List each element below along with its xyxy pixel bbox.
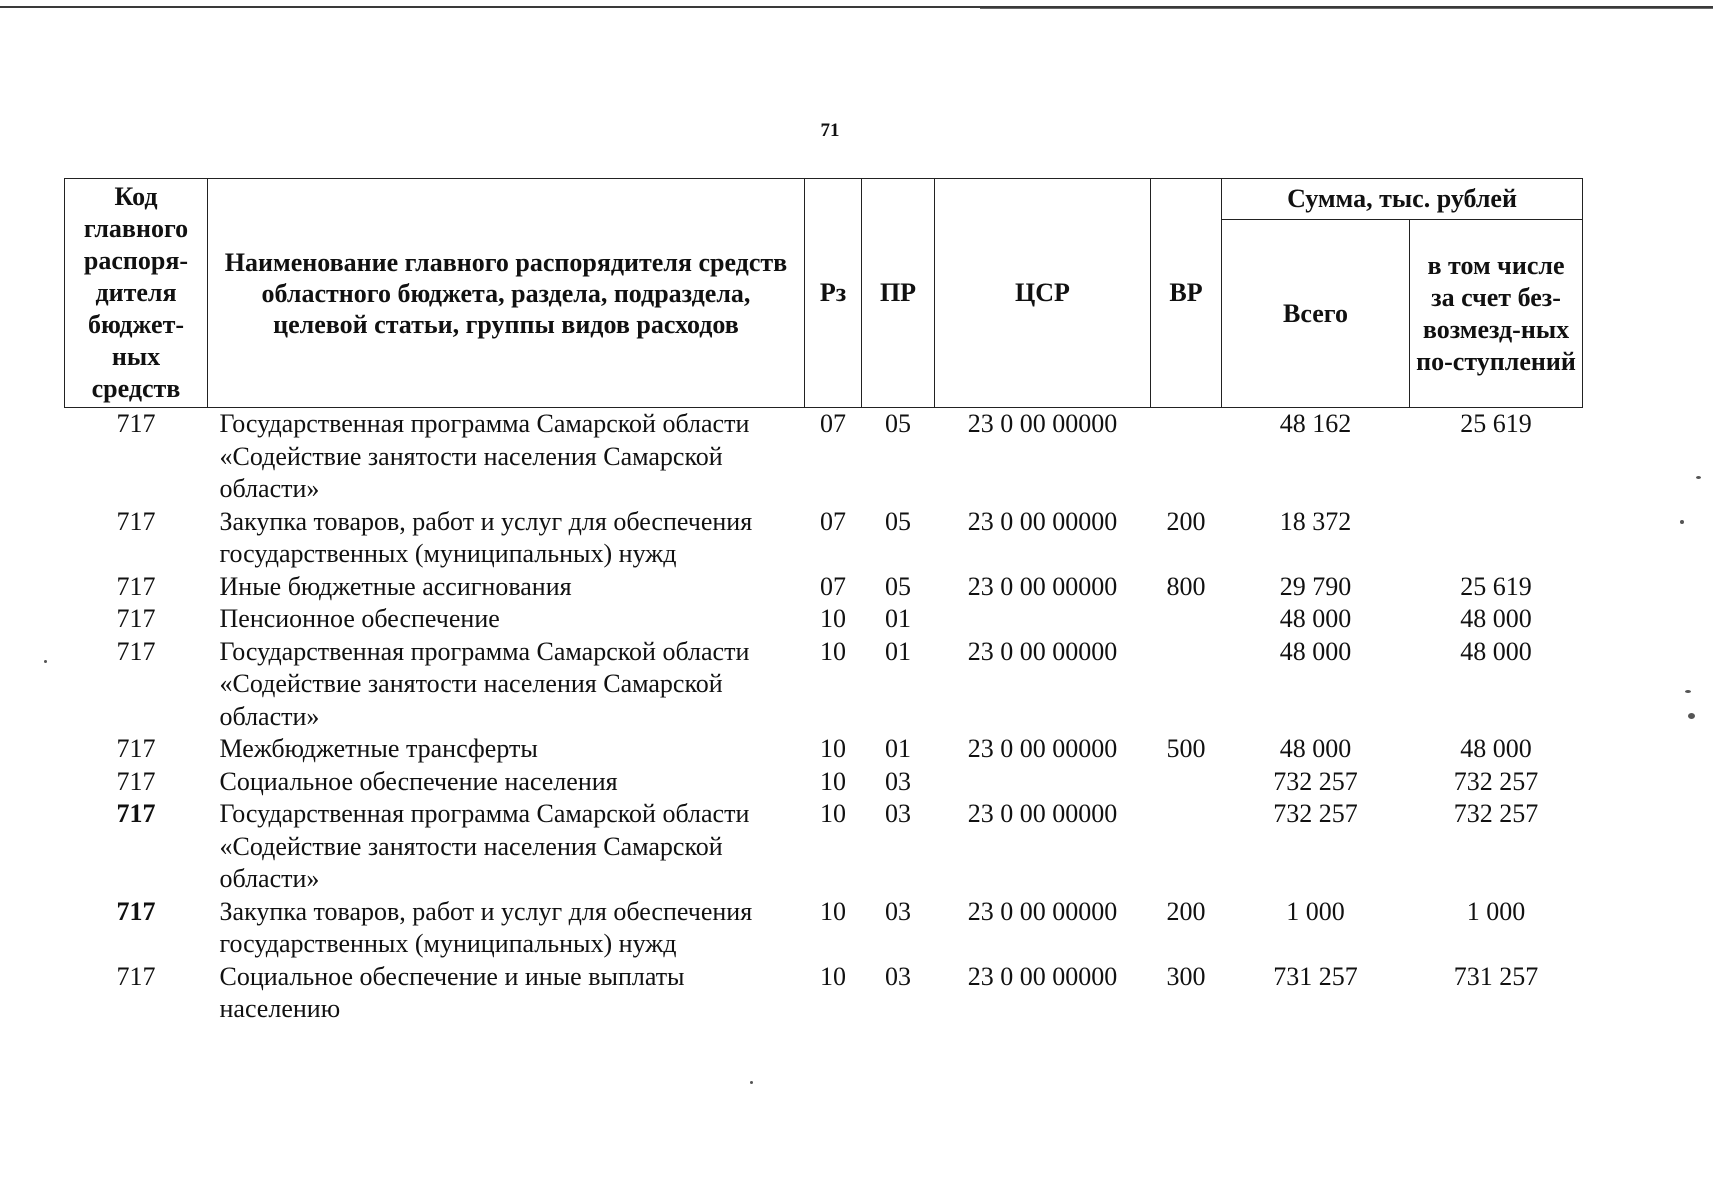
table-body: [65, 408, 1583, 1026]
cell-total: 48 000: [1279, 636, 1352, 666]
cell-csr: [935, 766, 1151, 799]
cell-rz: 10: [820, 799, 846, 828]
cell-csr: 23 0 00 00000: [967, 571, 1118, 601]
cell-free-receipts: 1 000: [1466, 896, 1526, 926]
header-code: Код главного распоря-дителя бюджет-ных средств: [65, 179, 208, 408]
cell-csr: 23 0 00 00000: [967, 799, 1118, 828]
cell-item-name: Государственная программа Самарской области «Содействие занятости населения Самарской области»: [219, 799, 750, 893]
cell-item-name: Социальное обеспечение населения: [219, 766, 618, 796]
cell-item-name: Иные бюджетные ассигнования: [219, 571, 572, 601]
cell-item-name: Социальное обеспечение и иные выплаты населению: [219, 961, 685, 1023]
cell-total: 732 257: [1273, 766, 1358, 796]
cell-vr: 200: [1166, 896, 1206, 926]
budget-allocation-table: [64, 178, 1583, 1026]
header-row-1: [65, 179, 1583, 220]
cell-vr: [1151, 766, 1222, 799]
cell-item-name: Государственная программа Самарской области «Содействие занятости населения Самарской области»: [219, 636, 750, 731]
cell-csr: 23 0 00 00000: [967, 409, 1118, 438]
scan-speck: [750, 1081, 753, 1084]
cell-admin-code: 717: [116, 506, 156, 536]
cell-free-receipts: 48 000: [1460, 734, 1532, 763]
cell-csr: 23 0 00 00000: [967, 961, 1118, 991]
cell-rz: 10: [820, 636, 846, 666]
table-header: [65, 179, 1583, 408]
cell-admin-code: 717: [116, 604, 156, 633]
table-row: [65, 896, 1583, 961]
cell-item-name: Пенсионное обеспечение: [219, 604, 500, 633]
header-total: Всего: [1222, 220, 1410, 408]
cell-pr: 05: [885, 571, 911, 601]
cell-rz: 10: [820, 734, 846, 763]
cell-rz: 07: [820, 506, 846, 536]
cell-pr: 01: [885, 734, 911, 763]
cell-rz: 07: [820, 409, 846, 438]
cell-rz: 10: [820, 766, 846, 796]
cell-total: 48 000: [1279, 734, 1352, 763]
cell-pr: 01: [885, 636, 911, 666]
cell-csr: 23 0 00 00000: [967, 506, 1118, 536]
cell-rz: 10: [820, 896, 846, 926]
cell-vr: 300: [1166, 961, 1206, 991]
page-number: 71: [820, 120, 840, 141]
cell-free-receipts: 731 257: [1453, 961, 1539, 991]
cell-item-name: Закупка товаров, работ и услуг для обеспечения государственных (муниципальных) нужд: [219, 506, 753, 568]
cell-total: 48 000: [1279, 604, 1352, 633]
cell-item-name: Межбюджетные трансферты: [219, 734, 538, 763]
cell-total: 29 790: [1279, 571, 1352, 601]
cell-item-name: Закупка товаров, работ и услуг для обеспечения государственных (муниципальных) нужд: [219, 896, 753, 958]
cell-pr: 03: [885, 961, 911, 991]
header-pr: ПР: [862, 179, 935, 408]
header-vr: ВР: [1151, 179, 1222, 408]
cell-item-name: Государственная программа Самарской области «Содействие занятости населения Самарской области»: [219, 409, 750, 503]
cell-vr: 500: [1166, 734, 1206, 763]
cell-admin-code: 717: [116, 636, 156, 666]
header-csr: ЦСР: [935, 179, 1151, 408]
cell-admin-code: 717: [116, 766, 156, 796]
cell-admin-code: 717: [116, 961, 156, 991]
cell-free-receipts: 48 000: [1460, 604, 1532, 633]
cell-pr: 03: [885, 766, 911, 796]
cell-vr: [1151, 798, 1222, 896]
cell-free-receipts: 48 000: [1460, 636, 1532, 666]
table-row: [65, 506, 1583, 571]
cell-pr: 03: [885, 799, 911, 828]
cell-csr: 23 0 00 00000: [967, 734, 1118, 763]
cell-free-receipts: 732 257: [1453, 799, 1539, 828]
scan-speck: [1680, 520, 1684, 524]
table-row: [65, 733, 1583, 766]
cell-vr: 800: [1166, 571, 1206, 601]
cell-free-receipts: 25 619: [1460, 571, 1532, 601]
cell-rz: 10: [820, 604, 846, 633]
cell-rz: 10: [820, 961, 846, 991]
cell-admin-code: 717: [116, 409, 156, 438]
cell-csr: 23 0 00 00000: [967, 896, 1118, 926]
cell-total: 731 257: [1273, 961, 1358, 991]
cell-admin-code: 717: [116, 571, 156, 601]
cell-admin-code: 717: [116, 734, 156, 763]
table-row: [65, 766, 1583, 799]
cell-csr: 23 0 00 00000: [967, 636, 1118, 666]
scan-edge-line-secondary: [980, 8, 1713, 9]
cell-pr: 03: [885, 896, 911, 926]
cell-pr: 05: [885, 409, 911, 438]
cell-free-receipts: 25 619: [1460, 409, 1532, 438]
cell-csr: [935, 603, 1151, 636]
header-sum-group: Сумма, тыс. рублей: [1222, 179, 1583, 220]
scan-speck: [44, 660, 47, 663]
scan-speck: [1696, 476, 1701, 479]
cell-free-receipts: [1410, 506, 1583, 571]
scan-speck: [1688, 713, 1695, 719]
cell-admin-code: 717: [116, 799, 156, 828]
cell-pr: 05: [885, 506, 911, 536]
scan-speck: [1685, 690, 1691, 693]
table-row: [65, 961, 1583, 1026]
cell-pr: 01: [885, 604, 911, 633]
cell-admin-code: 717: [116, 896, 156, 926]
cell-vr: [1151, 603, 1222, 636]
cell-total: 18 372: [1279, 506, 1352, 536]
cell-total: 48 162: [1279, 409, 1352, 438]
cell-total: 1 000: [1286, 896, 1345, 926]
header-free-receipts: в том числе за счет без-возмезд-ных по-ступлений: [1410, 220, 1583, 408]
cell-vr: [1151, 636, 1222, 734]
table-row: [65, 603, 1583, 636]
table-row: [65, 408, 1583, 506]
cell-rz: 07: [820, 571, 846, 601]
table-row: [65, 571, 1583, 604]
cell-total: 732 257: [1273, 799, 1358, 828]
header-name: Наименование главного распорядителя средств областного бюджета, раздела, подраздела, целевой статьи, группы видов расходов: [208, 179, 805, 408]
cell-vr: [1151, 408, 1222, 506]
header-rz: Рз: [805, 179, 862, 408]
cell-vr: 200: [1166, 506, 1206, 536]
table-row: [65, 636, 1583, 734]
cell-free-receipts: 732 257: [1453, 766, 1539, 796]
table-row: [65, 798, 1583, 896]
